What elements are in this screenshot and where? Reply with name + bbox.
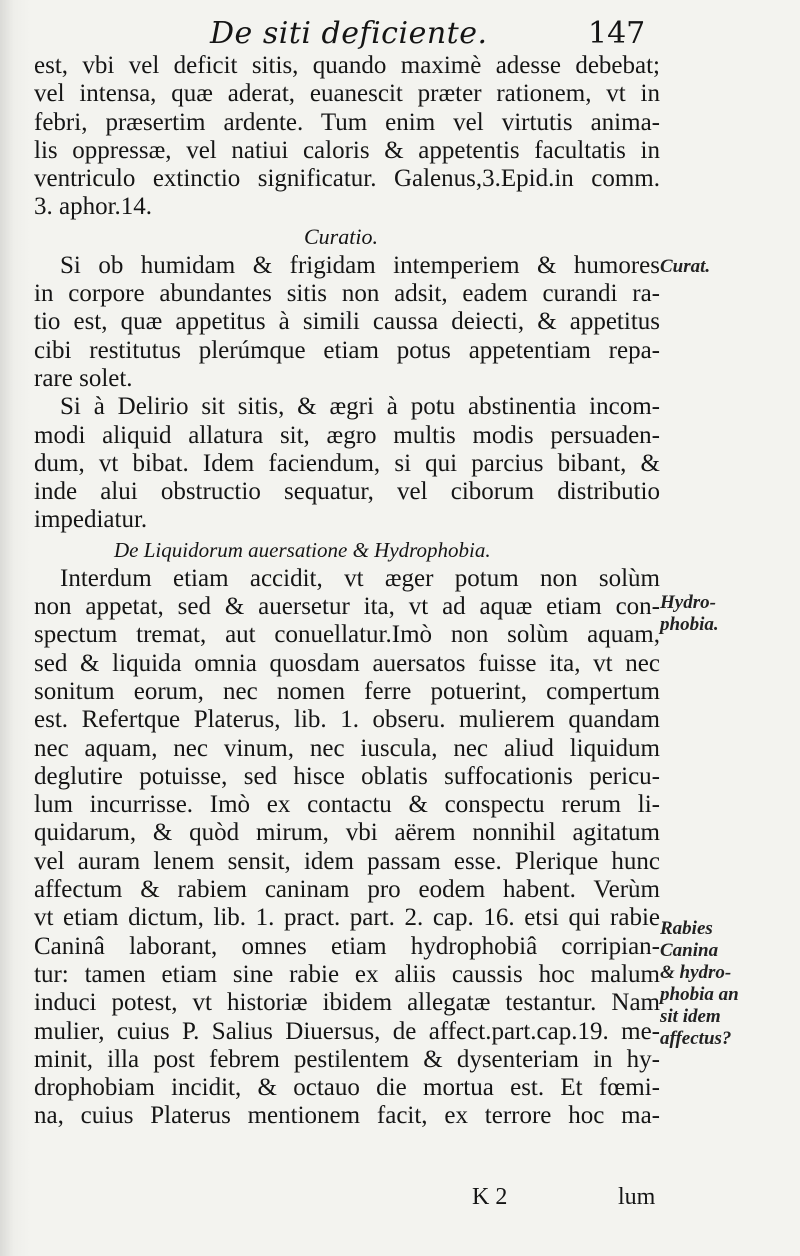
text-line: nec aquam, nec vinum, nec iuscula, nec aliud liquidum bbox=[34, 734, 660, 762]
margin-note-line: phobia an bbox=[660, 984, 739, 1005]
text-line: minit, illa post febrem pestilentem & dysenteriam in hy- bbox=[34, 1045, 660, 1073]
text-line: est. Refertque Platerus, lib. 1. obseru. mulierem quandam bbox=[34, 706, 660, 734]
text-line: sonitum eorum, nec nomen ferre potuerint, compertum bbox=[34, 677, 660, 705]
margin-note-curat bbox=[660, 256, 710, 278]
text-line: impediatur. bbox=[34, 506, 148, 534]
page-number: 147 bbox=[588, 16, 646, 51]
paragraph-1 bbox=[34, 52, 660, 222]
margin-note-line: Hydro- bbox=[660, 592, 716, 613]
text-line: affectum & rabiem caninam pro eodem habent. Verùm bbox=[34, 876, 660, 904]
text-body bbox=[34, 52, 660, 1131]
margin-note-hydrophobia bbox=[660, 592, 719, 636]
paragraph-3 bbox=[34, 393, 660, 534]
curatio-heading: Curatio. bbox=[304, 223, 378, 249]
text-line: sed & liquida omnia quosdam auersatos fuisse ita, vt nec bbox=[34, 649, 660, 677]
text-line: inde alui obstructio sequatur, vel ciborum distributio bbox=[34, 478, 660, 506]
text-line: lum incurrisse. Imò ex contactu & conspectu rerum li- bbox=[34, 791, 660, 819]
margin-note-line: affectus? bbox=[660, 1028, 732, 1049]
text-line: modi aliquid allatura sit, ægro multis modis persuaden- bbox=[34, 421, 660, 449]
text-line: induci potest, vt historiæ ibidem allegatæ testantur. Nam bbox=[34, 989, 660, 1017]
paragraph-2 bbox=[34, 252, 660, 393]
text-line: ventriculo extinctio significatur. Galenus,3.Epid.in comm. bbox=[34, 165, 660, 193]
text-line: vel intensa, quæ aderat, euanescit præter rationem, vt in bbox=[34, 80, 660, 108]
text-line: vel auram lenem sensit, idem passam esse. Plerique hunc bbox=[34, 847, 660, 875]
margin-note-line: Rabies bbox=[660, 918, 713, 939]
margin-note-line: & hydro- bbox=[660, 962, 732, 983]
running-title: De siti deficiente. bbox=[210, 16, 488, 51]
text-line: vt etiam dictum, lib. 1. pract. part. 2. cap. 16. etsi qui rabie bbox=[34, 904, 660, 932]
text-line: est, vbi vel deficit sitis, quando maximè adesse debebat; bbox=[34, 52, 660, 79]
catchword: lum bbox=[618, 1184, 656, 1210]
text-line: Si ob humidam & frigidam intemperiem & humores bbox=[60, 251, 660, 279]
margin-note-line: Canina bbox=[660, 940, 719, 961]
text-line: mulier, cuius P. Salius Diuersus, de affect.part.cap.19. me- bbox=[34, 1017, 660, 1045]
running-header bbox=[0, 10, 800, 54]
margin-note-line: sit idem bbox=[660, 1006, 721, 1027]
margin-note-rabies bbox=[660, 918, 739, 1050]
text-line: Si à Delirio sit sitis, & ægri à potu abstinentia incom- bbox=[60, 393, 660, 421]
text-line: spectum tremat, aut conuellatur.Imò non solùm aquam, bbox=[34, 621, 660, 649]
text-line: dum, vt bibat. Idem faciendum, si qui parcius bibant, & bbox=[34, 449, 660, 477]
liquid-heading: De Liquidorum auersatione & Hydrophobia. bbox=[114, 537, 491, 562]
text-line: tur: tamen etiam sine rabie ex aliis caussis hoc malum bbox=[34, 960, 660, 988]
text-line: cibi restitutus plerúmque etiam potus appetentiam repa- bbox=[34, 336, 660, 364]
text-line: 3. aphor.14. bbox=[34, 193, 153, 221]
text-line: rare solet. bbox=[34, 364, 133, 392]
text-line: non appetat, sed & auersetur ita, vt ad aquæ etiam con- bbox=[34, 593, 660, 621]
text-line: Interdum etiam accidit, vt æger potum non solùm bbox=[60, 564, 660, 592]
text-line: febri, præsertim ardente. Tum enim vel virtutis anima- bbox=[34, 108, 660, 136]
text-line: na, cuius Platerus mentionem facit, ex terrore hoc ma- bbox=[34, 1102, 660, 1130]
margin-note-line: phobia. bbox=[660, 614, 719, 635]
signature-mark: K 2 bbox=[472, 1184, 508, 1210]
text-line: quidarum, & quòd mirum, vbi aërem nonnihil agitatum bbox=[34, 819, 660, 847]
text-line: lis oppressæ, vel natiui caloris & appetentis facultatis in bbox=[34, 136, 660, 164]
margin-note-line: Curat. bbox=[660, 256, 711, 277]
text-line: tio est, quæ appetitus à simili caussa deiecti, & appetitus bbox=[34, 308, 660, 336]
text-line: Caninâ laborant, omnes etiam hydrophobiâ corripian- bbox=[34, 932, 660, 960]
paragraph-4 bbox=[34, 565, 660, 1131]
text-line: in corpore abundantes sitis non adsit, eadem curandi ra- bbox=[34, 280, 660, 308]
text-line: deglutire potuisse, sed hisce oblatis suffocationis pericu- bbox=[34, 762, 660, 790]
text-line: drophobiam incidit, & octauo die mortua est. Et fœmi- bbox=[34, 1074, 660, 1102]
